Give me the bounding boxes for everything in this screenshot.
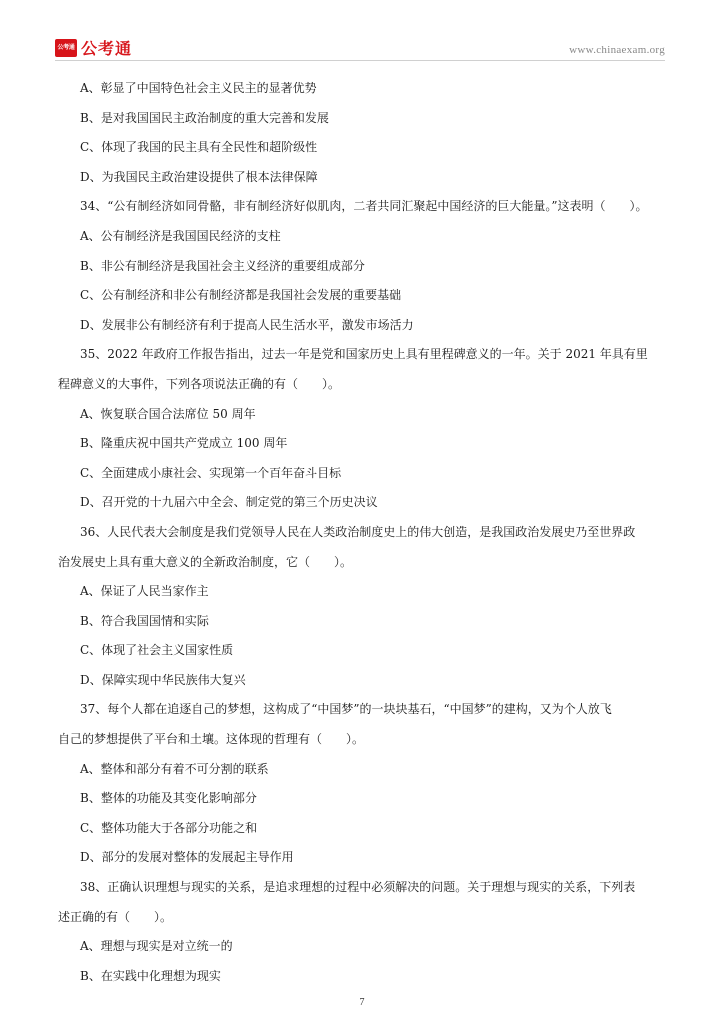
q35-option-b: B、隆重庆祝中国共产党成立 100 周年 xyxy=(80,436,288,451)
q35-option-c: C、全面建成小康社会、实现第一个百年奋斗目标 xyxy=(80,465,342,480)
q38-option-a: A、理想与现实是对立统一的 xyxy=(80,939,233,954)
q34-option-a: A、公有制经济是我国国民经济的支柱 xyxy=(80,228,281,243)
page-header xyxy=(55,36,665,58)
q35-stem-line1: 35、2022 年政府工作报告指出，过去一年是党和国家历史上具有里程碑意义的一年。关于 2021 年具有里 xyxy=(80,347,648,362)
page-number: 7 xyxy=(359,997,365,1008)
q36-option-a: A、保证了人民当家作主 xyxy=(80,584,209,599)
q33-option-d: D、为我国民主政治建设提供了根本法律保障 xyxy=(80,169,318,184)
document-body xyxy=(58,78,668,995)
q37-option-d: D、部分的发展对整体的发展起主导作用 xyxy=(80,850,294,865)
q34-option-d: D、发展非公有制经济有利于提高人民生活水平，激发市场活力 xyxy=(80,317,414,332)
q35-option-d: D、召开党的十九届六中全会、制定党的第三个历史决议 xyxy=(80,495,378,510)
q36-stem-line1: 36、人民代表大会制度是我们党领导人民在人类政治制度史上的伟大创造，是我国政治发展史乃至世界政 xyxy=(80,524,636,539)
q38-stem-line2: 述正确的有（ ）。 xyxy=(58,909,173,924)
q33-option-c: C、体现了我国的民主具有全民性和超阶级性 xyxy=(80,140,318,155)
q34-option-b: B、非公有制经济是我国社会主义经济的重要组成部分 xyxy=(80,258,365,273)
q33-option-b: B、是对我国国民主政治制度的重大完善和发展 xyxy=(80,110,329,125)
q37-option-a: A、整体和部分有着不可分割的联系 xyxy=(80,761,269,776)
q35-option-a: A、恢复联合国合法席位 50 周年 xyxy=(80,406,256,421)
header-divider xyxy=(55,60,665,61)
q36-option-b: B、符合我国国情和实际 xyxy=(80,613,209,628)
q37-option-c: C、整体功能大于各部分功能之和 xyxy=(80,820,258,835)
q35-stem-line2: 程碑意义的大事件，下列各项说法正确的有（ ）。 xyxy=(58,376,341,391)
q33-option-a: A、彰显了中国特色社会主义民主的显著优势 xyxy=(80,81,317,95)
site-url[interactable]: www.chinaexam.org xyxy=(569,44,665,56)
q34-stem: 34、“公有制经济如同骨骼，非有制经济好似肌肉，二者共同汇聚起中国经济的巨大能量。”这表明（ ）。 xyxy=(80,199,648,214)
logo-text: 公考通 xyxy=(81,39,133,58)
q36-option-d: D、保障实现中华民族伟大复兴 xyxy=(80,672,246,687)
q37-option-b: B、整体的功能及其变化影响部分 xyxy=(80,791,257,806)
q34-option-c: C、公有制经济和非公有制经济都是我国社会发展的重要基础 xyxy=(80,288,402,303)
q38-option-b: B、在实践中化理想为现实 xyxy=(80,968,221,983)
q38-stem-line1: 38、正确认识理想与现实的关系，是追求理想的过程中必须解决的问题。关于理想与现实的关系，下列表 xyxy=(80,880,636,895)
q37-stem-line1: 37、每个人都在追逐自己的梦想，这构成了“中国梦”的一块块基石，“中国梦”的建构，又为个人放飞 xyxy=(80,702,612,717)
logo[interactable] xyxy=(55,36,132,59)
q36-stem-line2: 治发展史上具有重大意义的全新政治制度，它（ ）。 xyxy=(58,554,353,569)
q36-option-c: C、体现了社会主义国家性质 xyxy=(80,643,234,658)
logo-badge: 公考通 xyxy=(55,39,77,57)
q37-stem-line2: 自己的梦想提供了平台和土壤。这体现的哲理有（ ）。 xyxy=(58,732,365,747)
